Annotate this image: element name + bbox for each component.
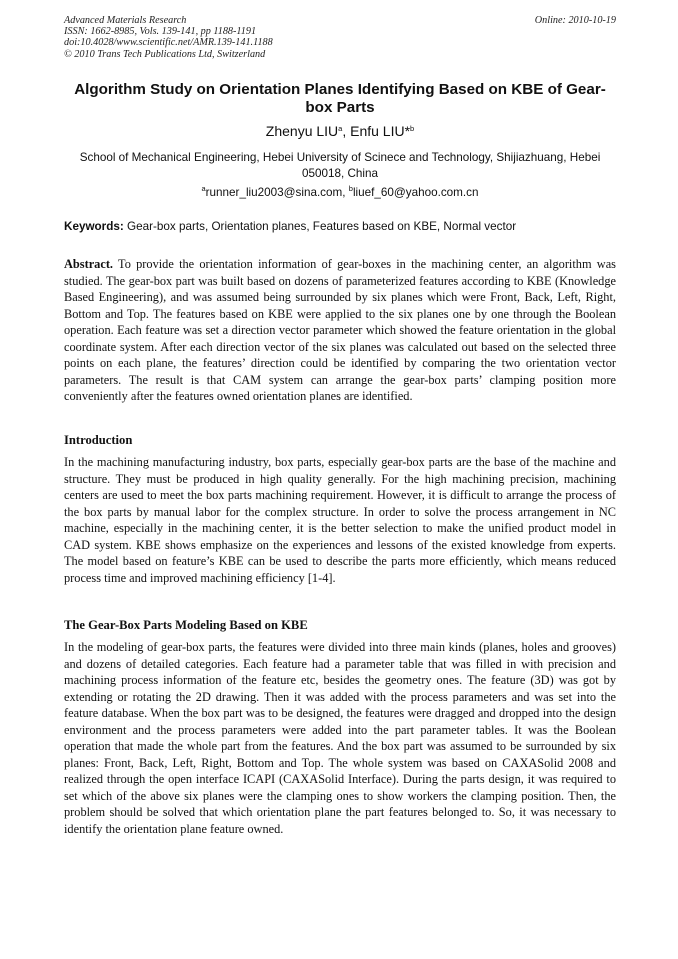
keywords bbox=[64, 220, 616, 234]
doi-line: doi:10.4028/www.scientific.net/AMR.139-141.1188 bbox=[64, 37, 273, 49]
copyright-line: © 2010 Trans Tech Publications Ltd, Switzerland bbox=[64, 48, 266, 60]
author-1-sup: a bbox=[338, 124, 343, 133]
online-date: Online: 2010-10-19 bbox=[534, 15, 616, 26]
issn-line: ISSN: 1662-8985, Vols. 139-141, pp 1188-1191 bbox=[64, 26, 257, 38]
keywords-text: Gear-box parts, Orientation planes, Features based on KBE, Normal vector bbox=[127, 220, 517, 233]
abstract bbox=[64, 256, 616, 405]
author-2-sup: b bbox=[410, 124, 415, 133]
author-separator: , bbox=[342, 123, 351, 139]
section-text-modeling: In the modeling of gear-box parts, the features were divided into three main kinds (planes, holes and grooves) and dozens of detailed categories. Each feature had a parameter table that was filled in with precision and machining process information of the feature etc, besides the geometry ones. The feature (3D) was got by extending or rotating the 2D drawing. Then it was added with the process parameters and was set into the feature database. When the box part was to be designed, the features were dragged and dropped into the design environment and the process parameters were added into the part parameter tables. It was the Boolean operation that made the whole part from the features. And the box part was assumed to be surrounded by six planes: Front, Back, Left, Right, Bottom and Top. The whole system was based on CAXASolid 2008 and realized through the open interface ICAPI (CAXASolid Interface). During the parts design, it was required to set which of the above six planes were the clamping ones to show workers the clamping position. Then, the problem should be solved that which orientation plane the part features belonged to. So, it was necessary to identify the orientation plane feature owned. bbox=[64, 640, 616, 836]
section-heading-introduction: Introduction bbox=[64, 433, 133, 447]
journal-header bbox=[64, 15, 616, 60]
email-separator: , bbox=[342, 186, 349, 199]
affiliation: School of Mechanical Engineering, Hebei University of Scinece and Technology, Shijiazhuang, Hebei 050018, China bbox=[79, 151, 601, 180]
paper-title: Algorithm Study on Orientation Planes Identifying Based on KBE of Gear-box Parts bbox=[74, 81, 606, 116]
section-text-introduction: In the machining manufacturing industry, box parts, especially gear-box parts are the base of the machine and structure. They must be produced in high quality generally. For the high machining precision, machining centers are used to meet the box parts machining requirement. However, it is difficult to arrange the process of the box parts by manual labor for the complex structure. In order to solve the process arrangement in NC machine, especially in the machining center, it is the better selection to make the unified product model in CAD system. KBE shows emphasize on the experiences and lessons of the existed knowledge from experts. The model based on feature’s KBE can be used to describe the parts more efficiently, which means reduced process time and improved machining efficiency [1-4]. bbox=[64, 455, 616, 585]
email-b-sup: b bbox=[348, 184, 353, 193]
author-1-name: Zhenyu LIU bbox=[265, 123, 339, 139]
email-a[interactable]: runner_liu2003@sina.com bbox=[205, 186, 343, 199]
email-a-sup: a bbox=[201, 184, 206, 193]
journal-name: Advanced Materials Research bbox=[64, 15, 187, 26]
abstract-label: Abstract. bbox=[64, 257, 114, 271]
section-heading-modeling: The Gear-Box Parts Modeling Based on KBE bbox=[64, 618, 308, 632]
author-2-name: Enfu LIU* bbox=[350, 123, 411, 139]
author-line bbox=[64, 122, 616, 140]
abstract-text: To provide the orientation information of gear-boxes in the machining center, an algorithm was studied. The gear-box part was built based on dozens of parameterized features according to KBE (Knowledge Based Engineering), and was assumed being surrounded by six planes which were Front, Back, Left, Right, Bottom and Top. The features based on KBE were applied to the six planes one by one through the Boolean operation. Each feature was set a direction vector parameter which showed the feature orientation in the global coordinate system. After each direction vector of the six planes was calculated out based on the selected three points on each plane, the features’ direction could be identified by comparing the two orientation vector parameters. The result is that CAM system can arrange the gear-box parts’ clamping position more conveniently after the features owned orientation planes are identified. bbox=[64, 257, 616, 403]
keywords-label: Keywords: bbox=[64, 220, 124, 233]
email-line bbox=[64, 186, 616, 200]
email-b[interactable]: liuef_60@yahoo.com.cn bbox=[352, 186, 479, 199]
